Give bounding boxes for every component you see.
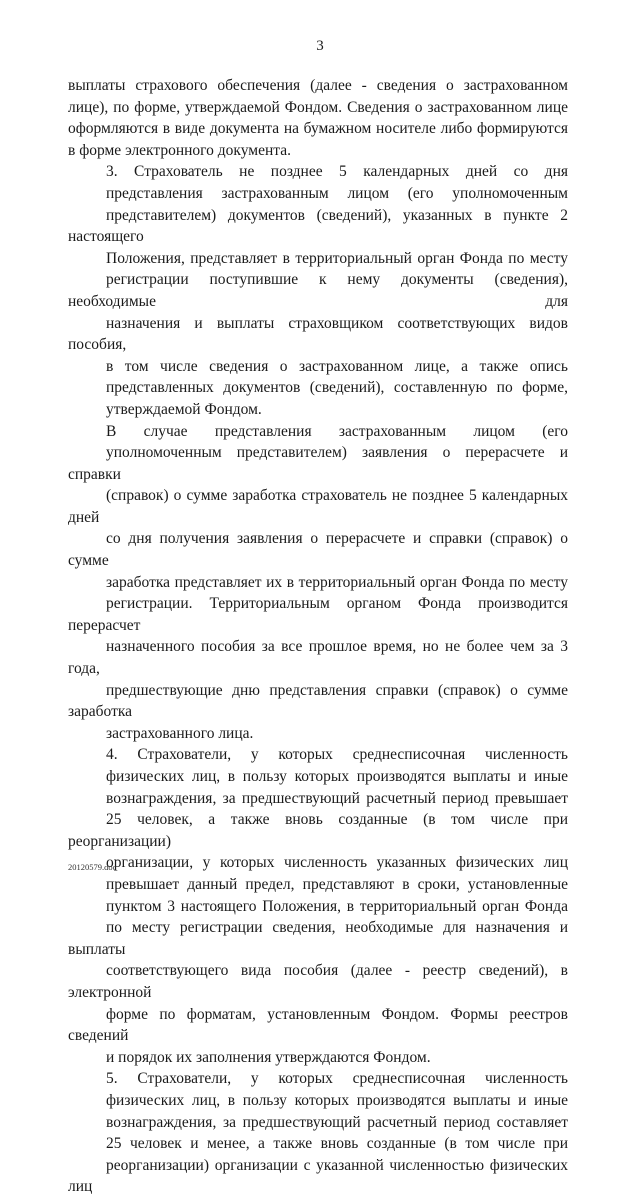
text-line: со дня получения заявления о перерасчете и справки (справок) о сумме (68, 530, 568, 570)
text-line: оформляются в виде документа на бумажном носителе либо формируются (68, 120, 568, 138)
text-line: вознаграждения, за предшествующий расчетный период превышает (106, 789, 568, 807)
text-line: уполномоченным представителем) заявления о перерасчете и справки (68, 444, 568, 483)
paragraph (68, 421, 568, 745)
body-text (68, 75, 568, 1198)
text-line: и порядок их заполнения утверждаются Фондом. (106, 1048, 431, 1066)
text-line: (справок) о сумме заработка страхователь не позднее 5 календарных дней (68, 487, 568, 526)
paragraph (68, 161, 568, 420)
text-line: назначенного пособия за все прошлое время, но не более чем за 3 года, (68, 638, 568, 678)
text-line: превышает данный предел, представляют в сроки, установленные (106, 875, 568, 893)
text-line: регистрации поступившие к нему документы (сведения), необходимые для (68, 271, 568, 310)
text-line: 25 человек и менее, а также вновь созданные (в том числе при (106, 1135, 568, 1153)
text-line: назначения и выплаты страховщиком соответствующих видов пособия, (68, 314, 568, 354)
text-line: представителем) документов (сведений), указанных в пункте 2 настоящего (68, 206, 568, 246)
text-line: вознаграждения, за предшествующий расчетный период составляет (106, 1113, 568, 1131)
paragraph (68, 744, 568, 1068)
text-line: утверждаемой Фондом. (106, 400, 262, 418)
text-line: представленных документов (сведений), составленную по форме, (106, 379, 568, 397)
text-line: 25 человек, а также вновь созданные (в том числе при реорганизации) (68, 811, 568, 850)
text-line: В случае представления застрахованным лицом (его (106, 422, 568, 440)
text-line: пунктом 3 настоящего Положения, в территориальный орган Фонда (106, 897, 568, 915)
page-number: 3 (316, 38, 324, 54)
text-line: в том числе сведения о застрахованном лице, а также опись (106, 357, 568, 375)
paragraph (68, 1068, 568, 1198)
text-line: заработка представляет их в территориальный орган Фонда по месту (106, 573, 568, 591)
text-line: организации, у которых численность указанных физических лиц (106, 854, 568, 872)
text-line: предшествующие дню представления справки (справок) о сумме заработка (68, 681, 568, 721)
text-line: по месту регистрации сведения, необходимые для назначения и выплаты (68, 919, 568, 958)
text-line: 4. Страхователи, у которых среднесписочная численность (106, 746, 568, 764)
text-line: физических лиц, в пользу которых производятся выплаты и иные (106, 1091, 568, 1109)
text-line: в форме электронного документа. (68, 141, 291, 159)
text-line: выплаты страхового обеспечения (далее - сведения о застрахованном (68, 77, 568, 94)
text-line: застрахованного лица. (106, 724, 254, 742)
text-line: форме по форматам, установленным Фондом. Формы реестров сведений (68, 1005, 568, 1045)
text-line: представления застрахованным лицом (его уполномоченным (106, 184, 568, 202)
text-line: соответствующего вида пособия (далее - реестр сведений), в электронной (68, 962, 568, 1001)
text-line: регистрации. Территориальным органом Фонда производится перерасчет (68, 595, 568, 634)
text-line: 5. Страхователи, у которых среднесписочная численность (106, 1070, 568, 1088)
text-line: реорганизации) организации с указанной численностью физических лиц (68, 1156, 568, 1196)
text-line: лице), по форме, утверждаемой Фондом. Сведения о застрахованном лице (68, 98, 568, 116)
text-line: Положения, представляет в территориальный орган Фонда по месту (106, 249, 568, 267)
file-name-footer: 20120579.doc (68, 862, 117, 872)
paragraph (68, 75, 568, 161)
text-line: 3. Страхователь не позднее 5 календарных дней со дня (106, 163, 568, 181)
text-line: физических лиц, в пользу которых производятся выплаты и иные (106, 768, 568, 785)
